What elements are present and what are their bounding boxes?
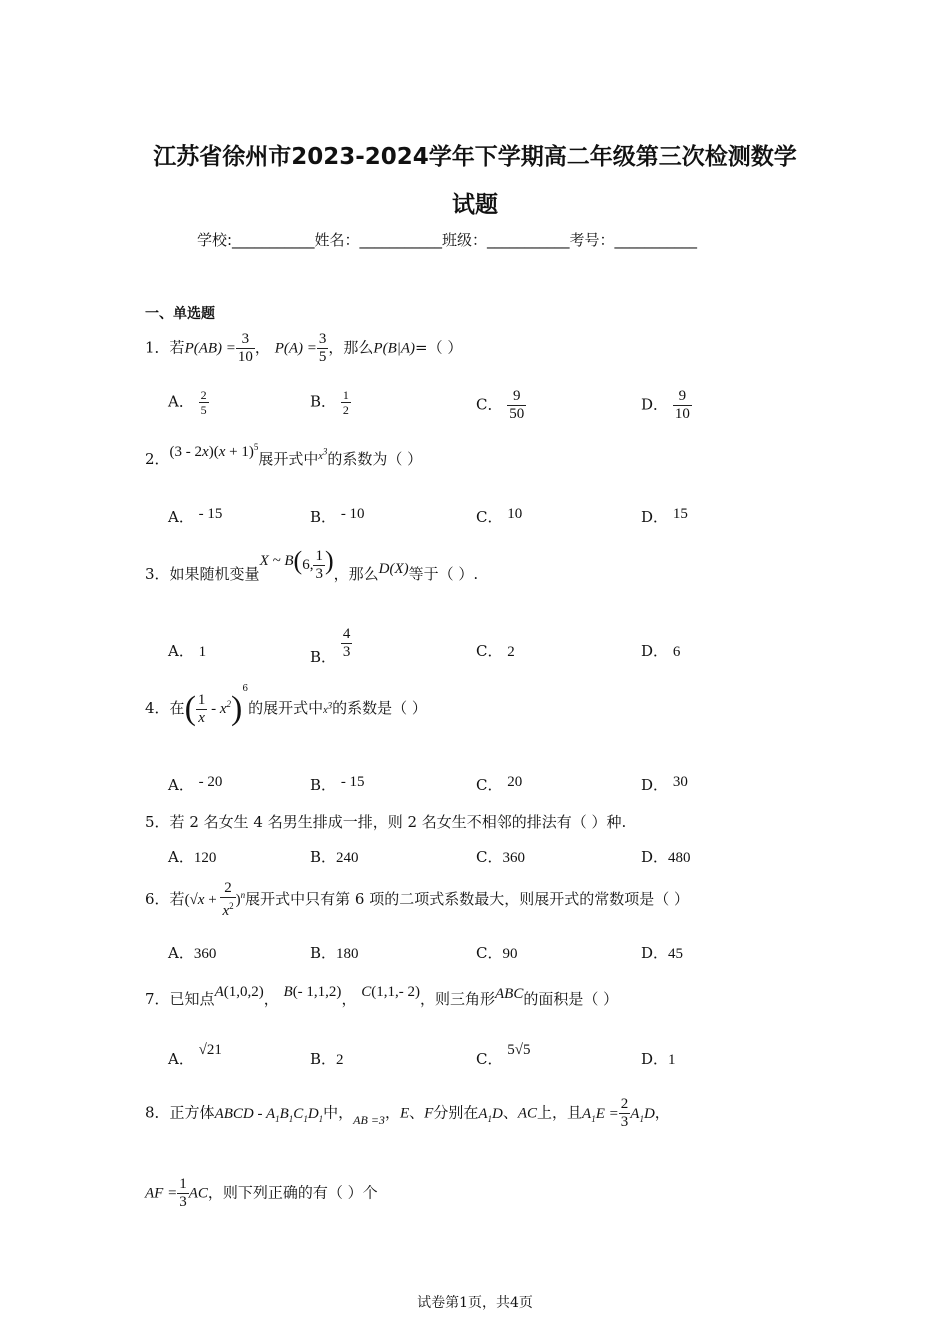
option-b[interactable]: B．2 bbox=[310, 1050, 344, 1068]
question-4: 4．在( $\frac{1}{x}$ - $x^2)^6$的展开式中$x^3$的系数是（ ） bbox=[145, 684, 427, 727]
math-expr: P(AB) = bbox=[184, 340, 236, 357]
question-7: 7．已知点A(1,0,2)， B(- 1,1,2)， C(1,1,- 2)，则三角形ABC的面积是（ ） bbox=[145, 984, 619, 1008]
math-expr: ABCD - $A_1B_1C_1D_1$ bbox=[214, 1105, 324, 1124]
option-a[interactable]: A． - 20 bbox=[168, 774, 223, 794]
page-footer: 试卷第1页，共4页 bbox=[417, 1295, 533, 1311]
student-info-line: 学校:___________姓名：___________班级：___________考号：___________ bbox=[197, 231, 698, 249]
fraction: $\frac{2}{x^2}$ bbox=[222, 880, 234, 919]
question-number: 4． bbox=[145, 699, 170, 717]
math-expr: √21 bbox=[198, 1042, 222, 1058]
fraction: $\frac{3}{10}$ bbox=[237, 331, 253, 365]
fraction: $\frac{9}{50}$ bbox=[509, 388, 525, 422]
option-a[interactable]: A． - 15 bbox=[168, 506, 223, 526]
math-expr: (√x + bbox=[184, 892, 221, 908]
math-expr: B bbox=[283, 984, 293, 1000]
math-expr: ABC bbox=[495, 986, 524, 1002]
fraction: $\frac{2}{3}$ bbox=[620, 1096, 629, 1130]
math-expr: X ~ B bbox=[259, 553, 294, 569]
fraction: $\frac{4}{3}$ bbox=[342, 626, 351, 660]
fraction: $\frac{3}{5}$ bbox=[318, 331, 327, 365]
question-number: 8． bbox=[145, 1103, 170, 1122]
question-number: 1． bbox=[145, 338, 170, 357]
question-8-line2: AF = $\frac{1}{3}$ AC，则下列正确的有（ ）个 bbox=[145, 1176, 378, 1210]
option-a[interactable]: A．120 bbox=[168, 848, 217, 866]
page-title-line2: 试题 bbox=[452, 192, 498, 218]
option-b[interactable]: B．240 bbox=[310, 848, 359, 866]
question-2: 2．$(3 - 2x)(x + 1)^5$展开式中$^{x^3}$的系数为（ ） bbox=[145, 442, 423, 468]
option-c[interactable]: C． $\frac{9}{50}$ bbox=[476, 388, 525, 422]
question-5: 5．若 2 名女生 4 名男生排成一排，则 2 名女生不相邻的排法有（ ）种. bbox=[145, 813, 627, 831]
fraction: $\frac{1}{2}$ bbox=[342, 388, 349, 417]
option-c[interactable]: C． 2 bbox=[476, 642, 515, 660]
option-d[interactable]: D． 30 bbox=[641, 774, 688, 794]
fraction: $\frac{9}{10}$ bbox=[674, 388, 690, 422]
option-b[interactable]: B．180 bbox=[310, 944, 359, 962]
math-expr: x3 bbox=[318, 446, 328, 462]
question-8: 8．正方体ABCD - $A_1B_1C_1D_1$中，$_{AB =3}$，E、F分别在$A_1D$、AC上，且$A_1E$ = $\frac{2}{3}$ $A_1D$， bbox=[145, 1096, 670, 1130]
math-expr: AF = bbox=[145, 1185, 178, 1202]
option-c[interactable]: C． 10 bbox=[476, 506, 523, 526]
section-heading: 一、单选题 bbox=[145, 306, 215, 322]
fraction: $\frac{1}{3}$ bbox=[315, 547, 323, 582]
option-b[interactable]: B． - 15 bbox=[310, 774, 365, 794]
option-d[interactable]: D． $\frac{9}{10}$ bbox=[641, 388, 690, 422]
math-expr: C bbox=[361, 984, 372, 1000]
option-b[interactable]: B． $\frac{1}{2}$ bbox=[310, 388, 349, 417]
math-expr: - $x^2$ bbox=[207, 699, 232, 717]
math-expr: A bbox=[214, 984, 224, 1000]
math-expr: D(X) bbox=[378, 561, 409, 577]
option-c[interactable]: C． 20 bbox=[476, 774, 523, 794]
math-expr: P(A) = bbox=[274, 340, 317, 357]
option-c[interactable]: C．90 bbox=[476, 944, 518, 962]
option-b[interactable]: B． $\frac{4}{3}$ bbox=[310, 626, 351, 666]
page-title-line1: 江苏省徐州市2023-2024学年下学期高二年级第三次检测数学 bbox=[153, 144, 797, 170]
option-a[interactable]: A． $\frac{2}{5}$ bbox=[168, 388, 207, 417]
question-3: 3．如果随机变量X ~ B(6, $\frac{1}{3}$ )，那么D(X)等于（ ）. bbox=[145, 546, 479, 583]
option-d[interactable]: D． 6 bbox=[641, 642, 681, 660]
question-1: 1．若P(AB) = $\frac{3}{10}$ ， P(A) = $\frac{3}{5}$ ，那么P(B|A)=（ ） bbox=[145, 331, 463, 365]
question-number: 2． bbox=[145, 450, 170, 468]
option-b[interactable]: B． - 10 bbox=[310, 506, 365, 526]
option-a[interactable]: A． √21 bbox=[168, 1042, 222, 1068]
option-c[interactable]: C．360 bbox=[476, 848, 525, 866]
option-a[interactable]: A．360 bbox=[168, 944, 217, 962]
question-number: 7． bbox=[145, 990, 170, 1008]
math-expr: $(3 - 2x)(x + 1)^5$ bbox=[169, 442, 259, 460]
fraction: $\frac{1}{x}$ bbox=[197, 691, 206, 726]
math-expr: 5√5 bbox=[507, 1042, 531, 1058]
option-d[interactable]: D． 15 bbox=[641, 506, 688, 526]
option-a[interactable]: A． 1 bbox=[168, 642, 207, 660]
option-d[interactable]: D．45 bbox=[641, 944, 684, 962]
question-number: 6． bbox=[145, 890, 170, 908]
option-d[interactable]: D．480 bbox=[641, 848, 691, 866]
question-number: 3． bbox=[145, 565, 170, 583]
option-d[interactable]: D．1 bbox=[641, 1050, 676, 1068]
fraction: $\frac{2}{5}$ bbox=[200, 388, 207, 417]
fraction: $\frac{1}{3}$ bbox=[179, 1176, 187, 1210]
question-6: 6．若(√x + $\frac{2}{x^2}$ )$^n$展开式中只有第 6 项的二项式系数最大，则展开式的常数项是（ ） bbox=[145, 880, 689, 919]
option-c[interactable]: C． 5√5 bbox=[476, 1042, 531, 1068]
question-number: 5． bbox=[145, 813, 170, 831]
math-expr: P(B|A) bbox=[373, 340, 416, 357]
